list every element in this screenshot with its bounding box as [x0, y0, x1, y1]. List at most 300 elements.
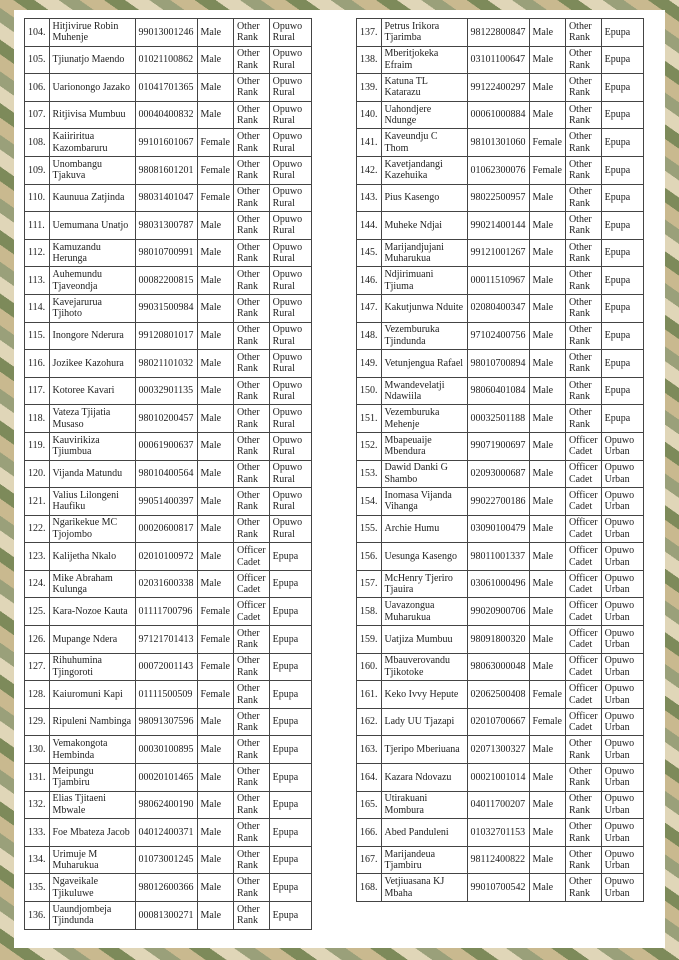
- base-location: Opuwo Rural: [269, 294, 311, 322]
- row-number: 161.: [357, 681, 382, 709]
- gender: Male: [529, 515, 565, 543]
- table-row: [357, 405, 644, 433]
- gender: Male: [529, 212, 565, 240]
- recruit-name: Kara-Nozoe Kauta: [49, 598, 135, 626]
- id-number: 00081300271: [135, 902, 197, 930]
- id-number: 04011700207: [467, 791, 529, 819]
- base-location: Opuwo Rural: [269, 74, 311, 102]
- id-number: 98010400564: [135, 460, 197, 488]
- gender: Male: [197, 19, 233, 47]
- recruit-name: Tjiunatjo Maendo: [49, 46, 135, 74]
- recruit-name: Mike Abraham Kulunga: [49, 570, 135, 598]
- rank: Other Rank: [233, 377, 269, 405]
- rank: Other Rank: [565, 819, 601, 847]
- id-number: 01041701365: [135, 74, 197, 102]
- base-location: Epupa: [269, 653, 311, 681]
- rank: Officer Cadet: [565, 598, 601, 626]
- gender: Male: [197, 74, 233, 102]
- base-location: Epupa: [601, 101, 643, 129]
- table-row: [357, 874, 644, 902]
- rank: Other Rank: [233, 267, 269, 295]
- recruit-name: Marijandeua Tjambiru: [381, 846, 467, 874]
- id-number: 99120801017: [135, 322, 197, 350]
- base-location: Epupa: [601, 405, 643, 433]
- table-row: [25, 819, 312, 847]
- row-number: 114.: [25, 294, 50, 322]
- id-number: 00082200815: [135, 267, 197, 295]
- row-number: 159.: [357, 626, 382, 654]
- recruit-name: Kaveundju C Thom: [381, 129, 467, 157]
- recruit-name: Uemumana Unatjo: [49, 212, 135, 240]
- rank: Other Rank: [233, 902, 269, 930]
- base-location: Epupa: [269, 902, 311, 930]
- gender: Male: [529, 239, 565, 267]
- gender: Male: [529, 350, 565, 378]
- base-location: Opuwo Rural: [269, 129, 311, 157]
- id-number: 02071300327: [467, 736, 529, 764]
- rank: Other Rank: [565, 350, 601, 378]
- id-number: 00061000884: [467, 101, 529, 129]
- right-table: [356, 18, 644, 902]
- id-number: 99031500984: [135, 294, 197, 322]
- gender: Male: [529, 322, 565, 350]
- gender: Female: [197, 626, 233, 654]
- recruit-name: Jozikee Kazohura: [49, 350, 135, 378]
- rank: Other Rank: [233, 46, 269, 74]
- table-row: [25, 736, 312, 764]
- table-row: [25, 902, 312, 930]
- row-number: 107.: [25, 101, 50, 129]
- gender: Male: [529, 819, 565, 847]
- gender: Female: [197, 653, 233, 681]
- table-row: [357, 377, 644, 405]
- rank: Other Rank: [233, 626, 269, 654]
- row-number: 132.: [25, 791, 50, 819]
- row-number: 105.: [25, 46, 50, 74]
- rank: Other Rank: [233, 819, 269, 847]
- table-row: [357, 156, 644, 184]
- id-number: 98010200457: [135, 405, 197, 433]
- recruit-name: McHenry Tjeriro Tjauira: [381, 570, 467, 598]
- gender: Male: [197, 460, 233, 488]
- base-location: Epupa: [601, 377, 643, 405]
- base-location: Epupa: [601, 322, 643, 350]
- row-number: 122.: [25, 515, 50, 543]
- table-row: [25, 432, 312, 460]
- base-location: Opuwo Urban: [601, 570, 643, 598]
- id-number: 02080400347: [467, 294, 529, 322]
- rank: Other Rank: [233, 515, 269, 543]
- rank: Officer Cadet: [565, 570, 601, 598]
- base-location: Epupa: [601, 46, 643, 74]
- recruit-name: Unombangu Tjakuva: [49, 156, 135, 184]
- row-number: 137.: [357, 19, 382, 47]
- id-number: 98031300787: [135, 212, 197, 240]
- rank: Officer Cadet: [565, 681, 601, 709]
- table-row: [25, 267, 312, 295]
- recruit-name: Vetunjengua Rafael: [381, 350, 467, 378]
- table-row: [357, 101, 644, 129]
- id-number: 99122400297: [467, 74, 529, 102]
- recruit-name: Katuna TL Katarazu: [381, 74, 467, 102]
- id-number: 02093000687: [467, 460, 529, 488]
- gender: Male: [529, 626, 565, 654]
- base-location: Opuwo Rural: [269, 460, 311, 488]
- recruit-name: Ndjirimuani Tjiuma: [381, 267, 467, 295]
- table-row: [357, 736, 644, 764]
- table-row: [357, 267, 644, 295]
- table-row: [357, 626, 644, 654]
- rank: Other Rank: [565, 736, 601, 764]
- rank: Other Rank: [233, 764, 269, 792]
- table-row: [25, 598, 312, 626]
- base-location: Epupa: [269, 846, 311, 874]
- row-number: 151.: [357, 405, 382, 433]
- recruit-name: Uaundjombeja Tjindunda: [49, 902, 135, 930]
- table-row: [25, 377, 312, 405]
- id-number: 98012600366: [135, 874, 197, 902]
- gender: Male: [529, 19, 565, 47]
- table-row: [25, 212, 312, 240]
- gender: Male: [197, 846, 233, 874]
- recruit-name: Vemakongota Hembinda: [49, 736, 135, 764]
- id-number: 00032901135: [135, 377, 197, 405]
- base-location: Epupa: [601, 267, 643, 295]
- id-number: 98122800847: [467, 19, 529, 47]
- rank: Other Rank: [233, 432, 269, 460]
- base-location: Opuwo Urban: [601, 488, 643, 516]
- id-number: 01062300076: [467, 156, 529, 184]
- rank: Other Rank: [233, 488, 269, 516]
- id-number: 98022500957: [467, 184, 529, 212]
- base-location: Epupa: [269, 874, 311, 902]
- row-number: 140.: [357, 101, 382, 129]
- id-number: 97121701413: [135, 626, 197, 654]
- gender: Male: [197, 570, 233, 598]
- row-number: 158.: [357, 598, 382, 626]
- base-location: Epupa: [601, 156, 643, 184]
- base-location: Opuwo Urban: [601, 819, 643, 847]
- gender: Female: [197, 184, 233, 212]
- recruit-name: Uatjiza Mumbuu: [381, 626, 467, 654]
- base-location: Epupa: [269, 626, 311, 654]
- recruit-name: Elias Tjitaeni Mbwale: [49, 791, 135, 819]
- gender: Male: [529, 764, 565, 792]
- base-location: Epupa: [269, 681, 311, 709]
- id-number: 98010700894: [467, 350, 529, 378]
- recruit-name: Kakutjunwa Nduite: [381, 294, 467, 322]
- id-number: 98112400822: [467, 846, 529, 874]
- rank: Other Rank: [233, 184, 269, 212]
- id-number: 02010700667: [467, 708, 529, 736]
- recruit-name: Meipungu Tjambiru: [49, 764, 135, 792]
- rank: Other Rank: [233, 239, 269, 267]
- base-location: Epupa: [269, 708, 311, 736]
- base-location: Opuwo Rural: [269, 322, 311, 350]
- row-number: 136.: [25, 902, 50, 930]
- recruit-name: Valius Lilongeni Haufiku: [49, 488, 135, 516]
- base-location: Epupa: [601, 350, 643, 378]
- recruit-name: Kalijetha Nkalo: [49, 543, 135, 571]
- rank: Other Rank: [233, 156, 269, 184]
- recruit-name: Hitjivirue Robin Muhenje: [49, 19, 135, 47]
- recruit-name: Vezemburuka Mehenje: [381, 405, 467, 433]
- gender: Male: [529, 405, 565, 433]
- rank: Other Rank: [565, 156, 601, 184]
- base-location: Epupa: [601, 184, 643, 212]
- recruit-name: Mbapeuaije Mbendura: [381, 432, 467, 460]
- id-number: 01073001245: [135, 846, 197, 874]
- row-number: 119.: [25, 432, 50, 460]
- rank: Other Rank: [233, 350, 269, 378]
- rank: Officer Cadet: [565, 543, 601, 571]
- recruit-name: Foe Mbateza Jacob: [49, 819, 135, 847]
- base-location: Opuwo Urban: [601, 432, 643, 460]
- gender: Male: [529, 488, 565, 516]
- gender: Female: [529, 156, 565, 184]
- row-number: 147.: [357, 294, 382, 322]
- gender: Male: [529, 74, 565, 102]
- rank: Other Rank: [233, 708, 269, 736]
- rank: Officer Cadet: [565, 708, 601, 736]
- row-number: 142.: [357, 156, 382, 184]
- gender: Female: [197, 156, 233, 184]
- gender: Female: [197, 129, 233, 157]
- gender: Male: [197, 791, 233, 819]
- id-number: 98021101032: [135, 350, 197, 378]
- base-location: Opuwo Urban: [601, 764, 643, 792]
- table-row: [25, 101, 312, 129]
- table-row: [357, 294, 644, 322]
- table-row: [25, 846, 312, 874]
- left-table: [24, 18, 312, 930]
- row-number: 120.: [25, 460, 50, 488]
- table-row: [25, 764, 312, 792]
- rank: Officer Cadet: [565, 432, 601, 460]
- id-number: 00040400832: [135, 101, 197, 129]
- base-location: Epupa: [601, 19, 643, 47]
- row-number: 121.: [25, 488, 50, 516]
- gender: Male: [197, 819, 233, 847]
- recruit-name: Vijanda Matundu: [49, 460, 135, 488]
- table-row: [25, 294, 312, 322]
- base-location: Opuwo Urban: [601, 708, 643, 736]
- row-number: 168.: [357, 874, 382, 902]
- recruit-name: Vetjiuasana KJ Mbaha: [381, 874, 467, 902]
- row-number: 154.: [357, 488, 382, 516]
- id-number: 03061000496: [467, 570, 529, 598]
- document-page: [14, 10, 665, 948]
- row-number: 106.: [25, 74, 50, 102]
- base-location: Epupa: [601, 74, 643, 102]
- base-location: Opuwo Urban: [601, 791, 643, 819]
- row-number: 164.: [357, 764, 382, 792]
- id-number: 99022700186: [467, 488, 529, 516]
- gender: Male: [529, 267, 565, 295]
- recruit-name: Lady UU Tjazapi: [381, 708, 467, 736]
- id-number: 98063000048: [467, 653, 529, 681]
- row-number: 111.: [25, 212, 50, 240]
- gender: Male: [529, 101, 565, 129]
- recruit-name: Kavetjandangi Kazehuika: [381, 156, 467, 184]
- recruit-name: Mberitjokeka Efraim: [381, 46, 467, 74]
- row-number: 138.: [357, 46, 382, 74]
- rank: Other Rank: [233, 874, 269, 902]
- base-location: Opuwo Urban: [601, 598, 643, 626]
- row-number: 130.: [25, 736, 50, 764]
- base-location: Opuwo Rural: [269, 101, 311, 129]
- gender: Male: [197, 736, 233, 764]
- base-location: Opuwo Urban: [601, 543, 643, 571]
- gender: Male: [197, 350, 233, 378]
- base-location: Opuwo Rural: [269, 46, 311, 74]
- id-number: 99021400144: [467, 212, 529, 240]
- rank: Other Rank: [565, 74, 601, 102]
- row-number: 135.: [25, 874, 50, 902]
- row-number: 115.: [25, 322, 50, 350]
- table-row: [25, 405, 312, 433]
- rank: Other Rank: [565, 19, 601, 47]
- recruit-name: Inongore Nderura: [49, 322, 135, 350]
- row-number: 123.: [25, 543, 50, 571]
- base-location: Opuwo Rural: [269, 156, 311, 184]
- row-number: 104.: [25, 19, 50, 47]
- base-location: Epupa: [601, 212, 643, 240]
- row-number: 157.: [357, 570, 382, 598]
- rank: Other Rank: [565, 377, 601, 405]
- rank: Other Rank: [565, 791, 601, 819]
- table-row: [25, 570, 312, 598]
- row-number: 117.: [25, 377, 50, 405]
- row-number: 133.: [25, 819, 50, 847]
- gender: Male: [529, 598, 565, 626]
- rank: Officer Cadet: [233, 543, 269, 571]
- rank: Other Rank: [565, 239, 601, 267]
- id-number: 99071900697: [467, 432, 529, 460]
- gender: Female: [529, 681, 565, 709]
- base-location: Epupa: [269, 791, 311, 819]
- table-row: [357, 570, 644, 598]
- table-row: [357, 19, 644, 47]
- table-row: [25, 460, 312, 488]
- base-location: Epupa: [601, 294, 643, 322]
- row-number: 131.: [25, 764, 50, 792]
- recruit-name: Ripuleni Nambinga: [49, 708, 135, 736]
- rank: Other Rank: [565, 874, 601, 902]
- id-number: 01111500509: [135, 681, 197, 709]
- recruit-name: Kazara Ndovazu: [381, 764, 467, 792]
- gender: Male: [529, 46, 565, 74]
- rank: Other Rank: [233, 736, 269, 764]
- rank: Other Rank: [233, 294, 269, 322]
- gender: Male: [197, 764, 233, 792]
- base-location: Opuwo Urban: [601, 626, 643, 654]
- base-location: Opuwo Rural: [269, 432, 311, 460]
- id-number: 01032701153: [467, 819, 529, 847]
- id-number: 97102400756: [467, 322, 529, 350]
- gender: Male: [197, 515, 233, 543]
- row-number: 113.: [25, 267, 50, 295]
- rank: Other Rank: [565, 267, 601, 295]
- gender: Male: [529, 736, 565, 764]
- id-number: 99010700542: [467, 874, 529, 902]
- row-number: 116.: [25, 350, 50, 378]
- table-row: [357, 819, 644, 847]
- table-row: [357, 598, 644, 626]
- row-number: 149.: [357, 350, 382, 378]
- base-location: Opuwo Urban: [601, 874, 643, 902]
- base-location: Opuwo Urban: [601, 653, 643, 681]
- table-row: [25, 653, 312, 681]
- table-row: [357, 460, 644, 488]
- row-number: 112.: [25, 239, 50, 267]
- table-row: [25, 543, 312, 571]
- gender: Male: [197, 101, 233, 129]
- base-location: Epupa: [601, 239, 643, 267]
- recruit-name: Kavejarurua Tjihoto: [49, 294, 135, 322]
- rank: Officer Cadet: [233, 598, 269, 626]
- recruit-name: Mbauverovandu Tjikotoke: [381, 653, 467, 681]
- rank: Officer Cadet: [565, 488, 601, 516]
- row-number: 163.: [357, 736, 382, 764]
- row-number: 148.: [357, 322, 382, 350]
- rank: Other Rank: [233, 129, 269, 157]
- recruit-name: Uavazongua Muharukua: [381, 598, 467, 626]
- rank: Other Rank: [233, 681, 269, 709]
- id-number: 02031600338: [135, 570, 197, 598]
- rank: Other Rank: [233, 19, 269, 47]
- base-location: Opuwo Rural: [269, 19, 311, 47]
- recruit-name: Mupange Ndera: [49, 626, 135, 654]
- rank: Other Rank: [233, 322, 269, 350]
- row-number: 143.: [357, 184, 382, 212]
- recruit-name: Petrus Irikora Tjarimba: [381, 19, 467, 47]
- row-number: 153.: [357, 460, 382, 488]
- base-location: Opuwo Rural: [269, 488, 311, 516]
- rank: Other Rank: [233, 405, 269, 433]
- row-number: 155.: [357, 515, 382, 543]
- id-number: 00020101465: [135, 764, 197, 792]
- rank: Officer Cadet: [233, 570, 269, 598]
- recruit-name: Marijandjujani Muharukua: [381, 239, 467, 267]
- base-location: Opuwo Rural: [269, 377, 311, 405]
- table-row: [25, 350, 312, 378]
- id-number: 99020900706: [467, 598, 529, 626]
- row-number: 141.: [357, 129, 382, 157]
- recruit-name: Inomasa Vijanda Vihanga: [381, 488, 467, 516]
- row-number: 134.: [25, 846, 50, 874]
- id-number: 00011510967: [467, 267, 529, 295]
- row-number: 152.: [357, 432, 382, 460]
- id-number: 00032501188: [467, 405, 529, 433]
- table-row: [357, 708, 644, 736]
- rank: Other Rank: [233, 460, 269, 488]
- table-row: [25, 322, 312, 350]
- gender: Male: [197, 874, 233, 902]
- base-location: Opuwo Rural: [269, 405, 311, 433]
- recruit-name: Uesunga Kasengo: [381, 543, 467, 571]
- rank: Officer Cadet: [565, 515, 601, 543]
- recruit-name: Utirakuani Mombura: [381, 791, 467, 819]
- id-number: 00061900637: [135, 432, 197, 460]
- gender: Male: [529, 543, 565, 571]
- recruit-name: Keko Ivvy Hepute: [381, 681, 467, 709]
- gender: Male: [529, 460, 565, 488]
- recruit-name: Ngarikekue MC Tjojombo: [49, 515, 135, 543]
- table-row: [25, 626, 312, 654]
- base-location: Epupa: [269, 543, 311, 571]
- gender: Male: [197, 46, 233, 74]
